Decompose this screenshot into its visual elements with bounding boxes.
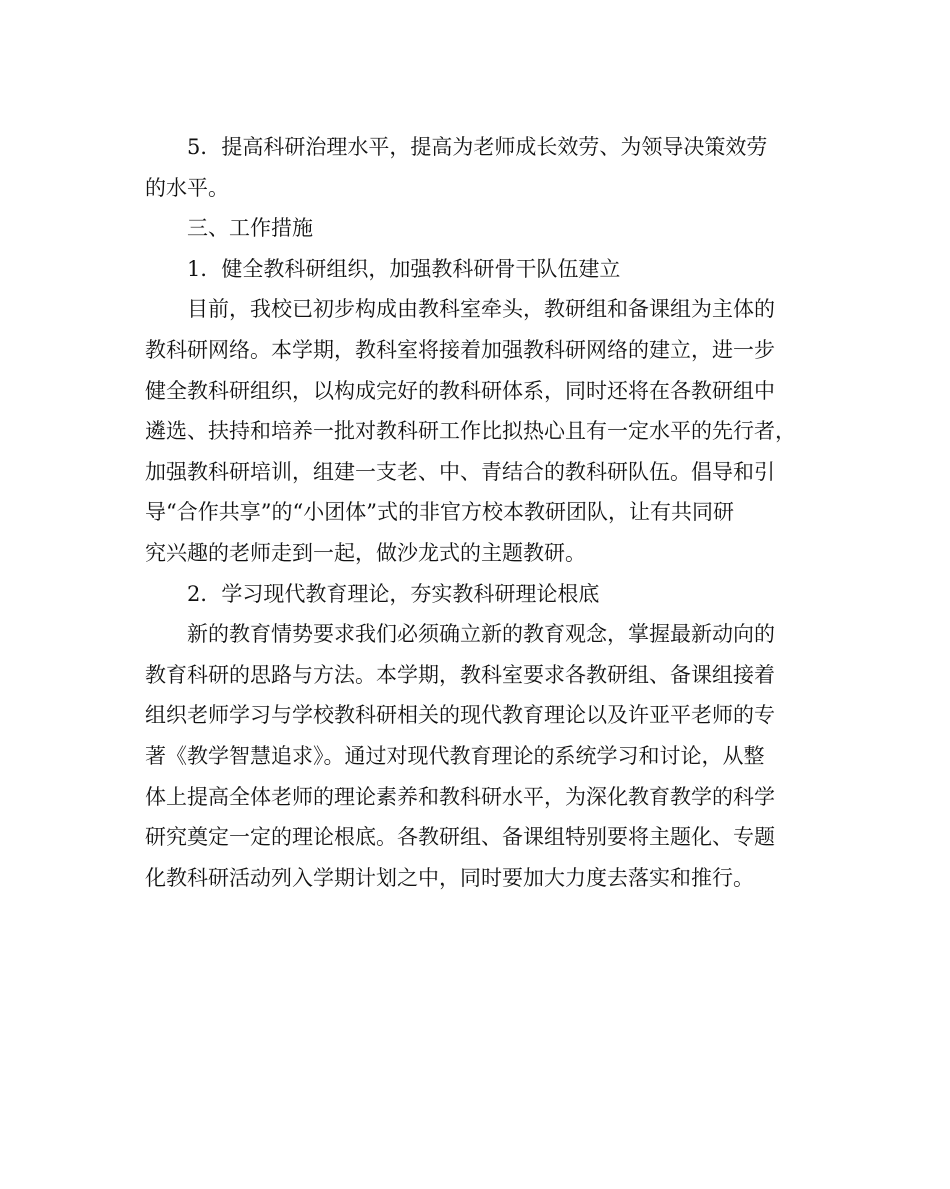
document-body [145, 127, 805, 898]
subheading-measure-2: 2．学习现代教育理论，夯实教科研理论根底 [145, 581, 600, 606]
section-heading-work-measures: 三、工作措施 [145, 216, 313, 241]
paragraph-measure-1-body: 目前，我校已初步构成由教科室牵头，教研组和备课组为主体的 教科研网络。本学期，教科室将接着加强教科研网络的建立，进一步 健全教科研组织，以构成完好的教科研体系，同时还将在各教研组中 遴选、扶持和培养一批对教科研工作比拟热心且有一定水平的先行者， 加强教科研培训，组建一支老、中、青结合的教科研队伍。倡导和引 导“合作共享”的“小团体”式的非官方校本教研团队，让有共同研 究兴趣的老师走到一起，做沙龙式的主题教研。 [145, 297, 796, 565]
subheading-measure-1: 1．健全教科研组织，加强教科研骨干队伍建立 [145, 256, 621, 281]
paragraph-goal-5: 5．提高科研治理水平，提高为老师成长效劳、为领导决策效劳 的水平。 [145, 135, 768, 200]
paragraph-measure-2-body: 新的教育情势要求我们必须确立新的教育观念，掌握最新动向的 教育科研的思路与方法。本学期，教科室要求各教研组、备课组接着 组织老师学习与学校教科研相关的现代教育理论以及许亚平老师的专 著《教学智慧追求》。通过对现代教育理论的系统学习和讨论，从整 体上提高全体老师的理论素养和教科研水平，为深化教育教学的科学 研究奠定一定的理论根底。各教研组、备课组特别要将主题化、专题 化教科研活动列入学期计划之中，同时要加大力度去落实和推行。 [145, 622, 775, 890]
